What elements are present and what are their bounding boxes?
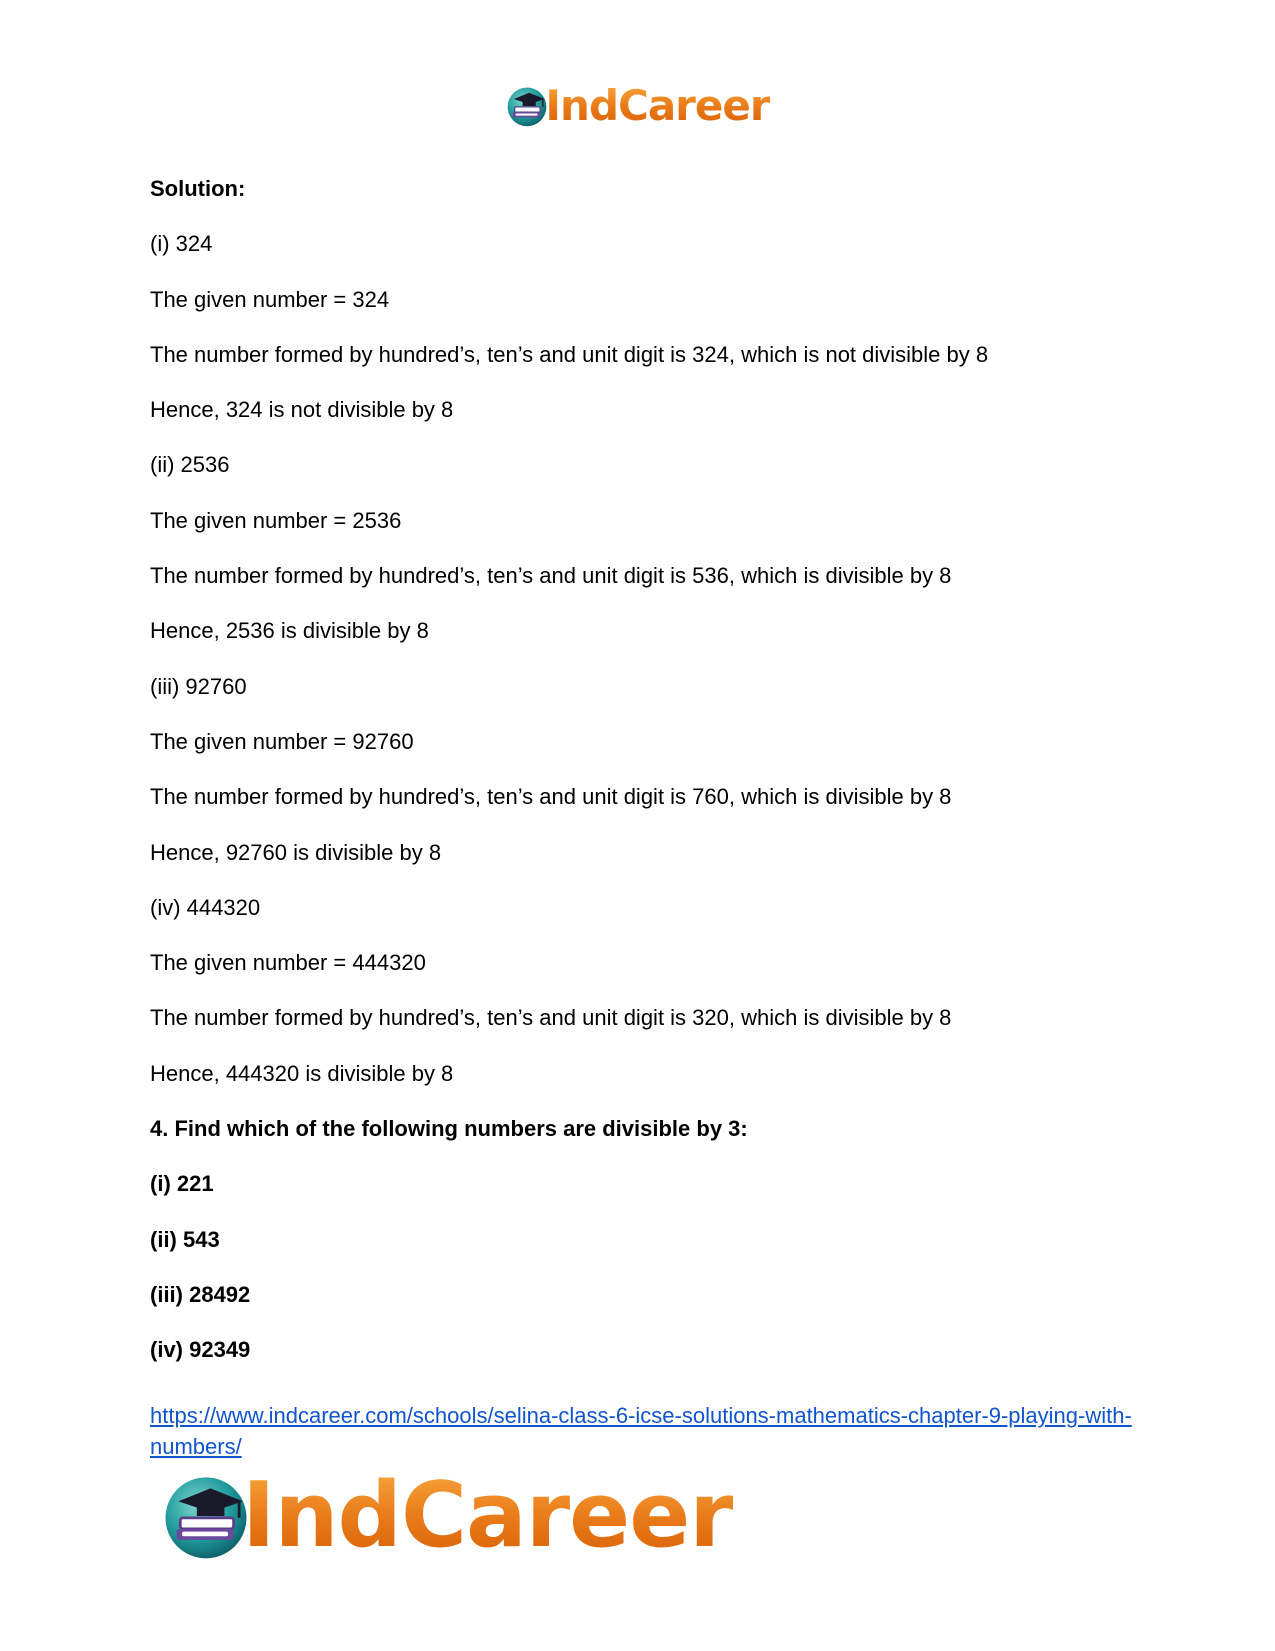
solution-line: The given number = 324 [150,286,390,312]
footer-logo-container [160,1463,733,1570]
solution-line: The number formed by hundred’s, ten’s and unit digit is 324, which is not divisible by 8 [150,341,989,367]
header-logo [505,81,770,130]
solution-line: Hence, 92760 is divisible by 8 [150,839,442,865]
solution-line: The given number = 2536 [150,507,402,533]
solution-line: Hence, 444320 is divisible by 8 [150,1060,454,1086]
solution-line: The number formed by hundred’s, ten’s and unit digit is 320, which is divisible by 8 [150,1005,952,1031]
question-4-item: (iv) 92349 [150,1337,251,1363]
footer-logo-text: IndCareer [242,1463,733,1568]
solution-line: (iv) 444320 [150,894,261,920]
solution-line: (i) 324 [150,231,213,257]
footer-logo [160,1463,733,1568]
solution-line: Hence, 2536 is divisible by 8 [150,618,429,644]
question-4-item: (ii) 543 [150,1226,220,1252]
source-url-link[interactable]: https://www.indcareer.com/schools/selina-class-6-icse-solutions-mathematics-chapter-9-playing-with-numbers/ [150,1403,1132,1459]
question-4-title: 4. Find which of the following numbers are divisible by 3: [150,1116,748,1142]
solution-line: The number formed by hundred’s, ten’s and unit digit is 536, which is divisible by 8 [150,563,952,589]
question-4-item: (iii) 28492 [150,1281,251,1307]
graduation-book-globe-icon [160,1470,252,1562]
footer-link-container [150,1400,1140,1462]
solution-heading: Solution: [150,176,246,201]
solution-line: (iii) 92760 [150,673,247,699]
solution-line: The given number = 444320 [150,950,426,976]
solution-line: The number formed by hundred’s, ten’s and unit digit is 760, which is divisible by 8 [150,784,952,810]
document-body [150,176,1130,1393]
solution-line: (ii) 2536 [150,452,230,478]
header-logo-container [0,78,1275,134]
question-4-item: (i) 221 [150,1171,214,1197]
solution-line: The given number = 92760 [150,728,414,754]
solution-line: Hence, 324 is not divisible by 8 [150,397,454,423]
graduation-book-globe-icon [505,84,549,128]
header-logo-text: IndCareer [545,81,770,130]
